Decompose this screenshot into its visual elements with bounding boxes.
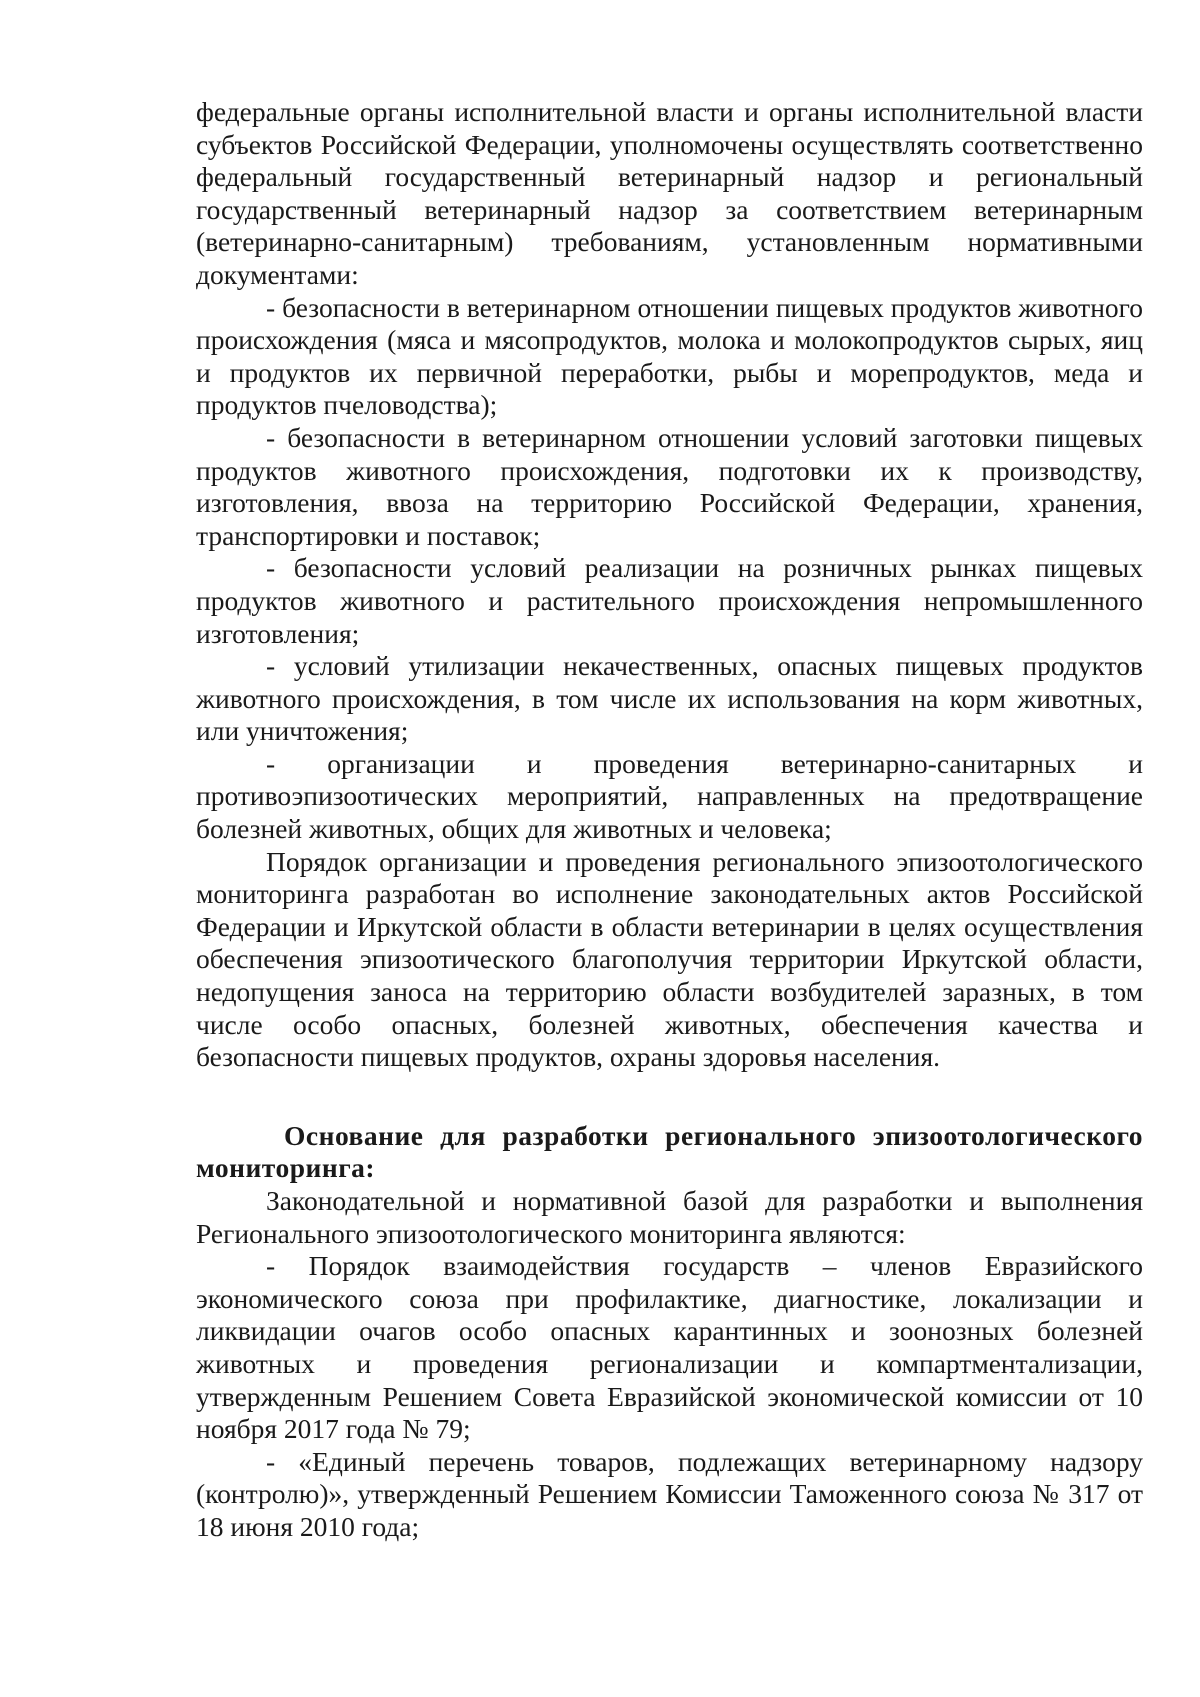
section-heading: Основание для разработки регионального эпизоотологического мониторинга: (196, 1119, 1143, 1184)
list-item-procurement-conditions: - безопасности в ветеринарном отношении условий заготовки пищевых продуктов животного происхождения, подготовки их к производству, изготовления, ввоза на территорию Российской Федерации, хранения, транспортировки и поставок; (196, 421, 1143, 551)
paragraph-monitoring-order: Порядок организации и проведения регионального эпизоотологического мониторинга разработан во исполнение законодательных актов Российской Федерации и Иркутской области в области ветеринарии в целях осуществления обеспечения эпизоотического благополучия территории Иркутской области, недопущения заноса на территорию области возбудителей заразных, в том числе особо опасных, болезней животных, обеспечения качества и безопасности пищевых продуктов, охраны здоровья населения. (196, 845, 1143, 1073)
list-item-disposal: - условий утилизации некачественных, опасных пищевых продуктов животного происхождения, в том числе их использования на корм животных, или уничтожения; (196, 650, 1143, 747)
list-item-food-safety: - безопасности в ветеринарном отношении пищевых продуктов животного происхождения (мяса и мясопродуктов, молока и молокопродуктов сырых, яиц и продуктов их первичной переработки, рыбы и морепродуктов, меда и продуктов пчеловодства); (196, 291, 1143, 421)
paragraph-legal-basis: Законодательной и нормативной базой для разработки и выполнения Регионального эпизоотологического мониторинга являются: (196, 1185, 1143, 1249)
list-item-veterinary-measures: - организации и проведения ветеринарно-санитарных и противоэпизоотических мероприятий, направленных на предотвращение болезней животных, общих для животных и человека; (196, 747, 1143, 845)
list-item-retail-markets: - безопасности условий реализации на розничных рынках пищевых продуктов животного и растительного происхождения непромышленного изготовления; (196, 552, 1143, 649)
list-item-eaeu-order: - Порядок взаимодействия государств – членов Евразийского экономического союза при профилактике, диагностике, локализации и ликвидации очагов особо опасных карантинных и зоонозных болезней животных и проведения регионализации и компартментализации, утвержденным Решением Совета Евразийской экономической комиссии от 10 ноября 2017 года № 79; (196, 1250, 1143, 1445)
list-item-unified-list: - «Единый перечень товаров, подлежащих ветеринарному надзору (контролю)», утвержденный Решением Комиссии Таможенного союза № 317 от 18 июня 2010 года; (196, 1445, 1143, 1542)
paragraph-intro: федеральные органы исполнительной власти и органы исполнительной власти субъектов Российской Федерации, уполномочены осуществлять соответственно федеральный государственный ветеринарный надзор и региональный государственный ветеринарный надзор за соответствием ветеринарным (ветеринарно-санитарным) требованиям, установленным нормативными документами: (196, 96, 1143, 290)
document-page (196, 96, 1143, 1544)
